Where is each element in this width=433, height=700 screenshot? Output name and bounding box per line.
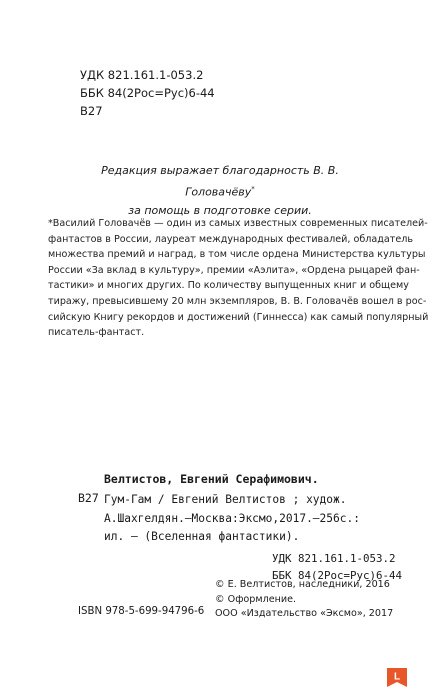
- isbn: ISBN 978-5-699-94796-6: [78, 606, 205, 617]
- catalog-line: Гум-Гам / Евгений Велтистов ; худож.: [104, 493, 347, 506]
- bbk-code: ББК 84(2Рос=Рус)6-44: [80, 86, 215, 100]
- copyright-publisher: ООО «Издательство «Эксмо», 2017: [215, 608, 394, 619]
- udk-code: УДК 821.161.1-053.2: [80, 68, 204, 82]
- footnote-line: *Василий Головачёв — один из самых известных современных писателей-: [48, 218, 428, 229]
- footnote: [48, 216, 429, 341]
- catalog-description: [104, 491, 409, 547]
- footnote-line: сийскую Книгу рекордов и достижений (Гиннесса) как самый популярный: [48, 311, 429, 323]
- catalog-line: А.Шахгелдян.–Москва:Эксмо,2017.–256с.:: [104, 511, 360, 525]
- footnote-line: России «За вклад в культуру», премии «Аэлита», «Ордена рыцарей фан-: [48, 264, 420, 276]
- catalog-code: В27: [78, 491, 99, 505]
- footnote-line: тиражу, превысившему 20 млн экземпляров, В. В. Головачёв вошел в рос-: [48, 295, 427, 307]
- footnote-marker: *: [251, 185, 255, 193]
- copyright-author: © Е. Велтистов, наследники, 2016: [215, 579, 390, 590]
- author-mark: В27: [80, 104, 103, 118]
- footnote-line: писатель-фантаст.: [48, 327, 145, 339]
- footnote-line: тастики» и многих других. По количеству выпущенных книг и общему: [48, 280, 409, 292]
- copyright-block: [215, 578, 393, 622]
- footnote-line: множества премий и наград, в том числе ордена Министерства культуры: [48, 249, 426, 261]
- catalog-line: ил. – (Вселенная фантастики).: [104, 530, 300, 543]
- acknowledgment: [70, 162, 370, 220]
- udk-bbk-block: [80, 66, 215, 120]
- catalog-author: Велтистов, Евгений Серафимович.: [104, 472, 319, 486]
- catalog-udk: УДК 821.161.1-053.2: [272, 552, 396, 565]
- copyright-design: © Оформление.: [215, 593, 297, 605]
- catalog-bbk: ББК 84(2Рос=Рус)6-44: [272, 569, 403, 582]
- acknowledgment-line-2: за помощь в подготовке серии.: [128, 203, 312, 217]
- footnote-line: фантастов в России, лауреат международных фестивалей, обладатель: [48, 233, 414, 245]
- acknowledgment-line-1: Редакция выражает благодарность В. В. Головачёву: [101, 164, 339, 199]
- logo-letter: L: [393, 671, 401, 683]
- litres-bookmark-icon: [386, 667, 408, 688]
